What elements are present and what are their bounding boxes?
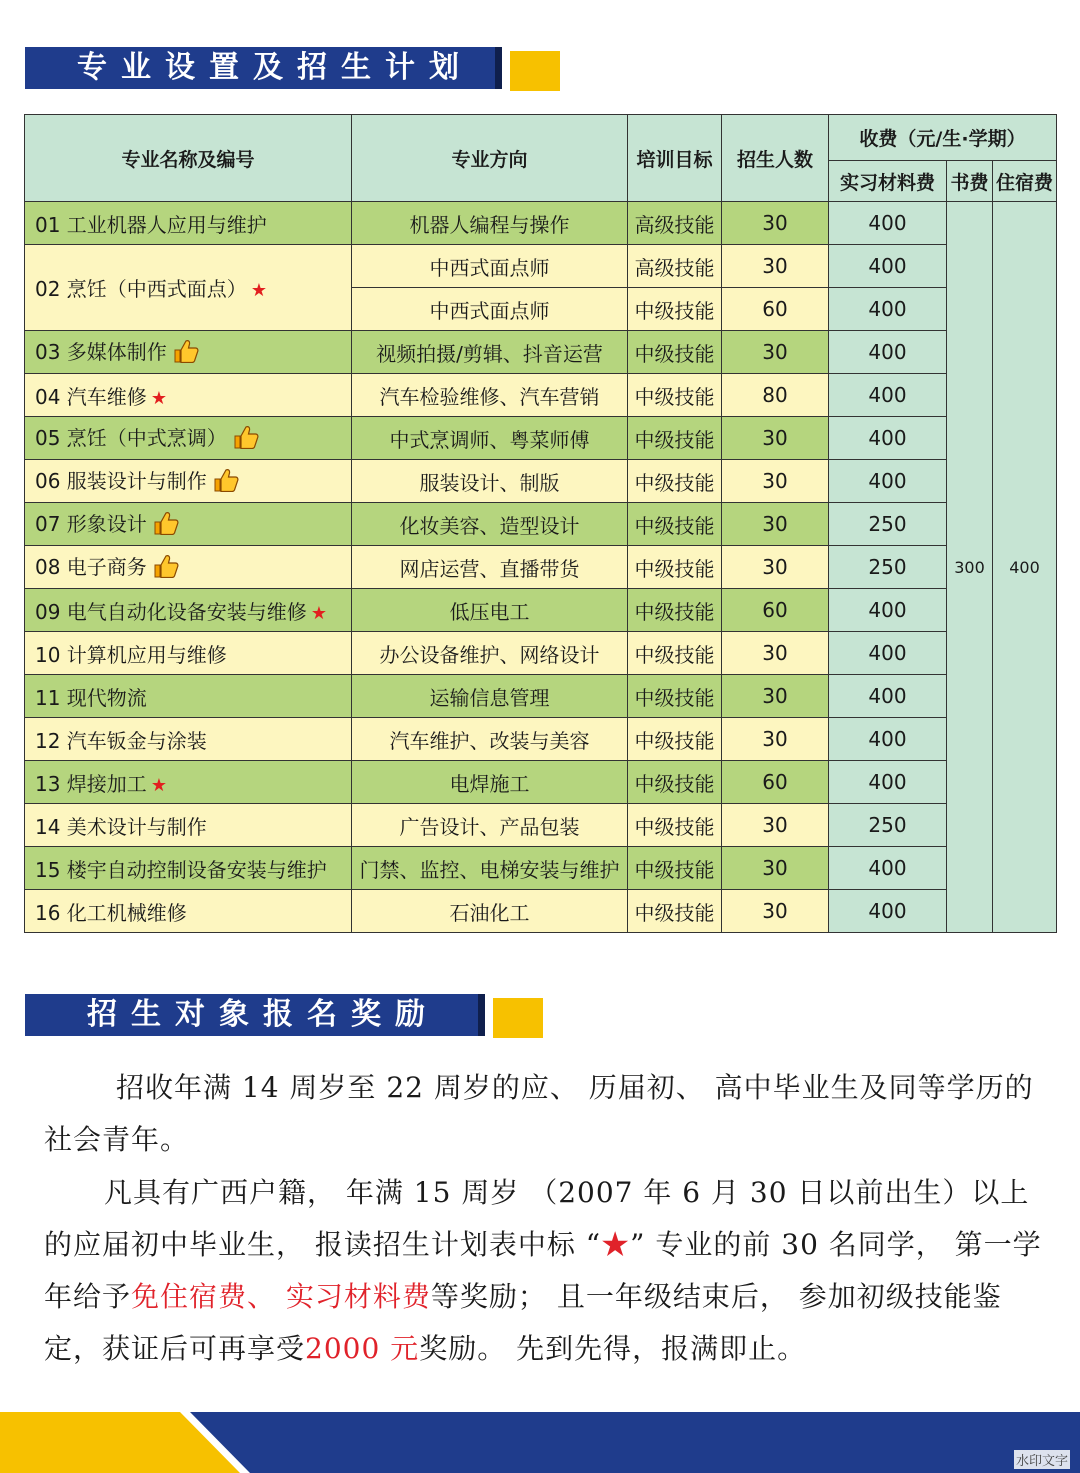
header-material-fee: 实习材料费	[829, 161, 947, 202]
training-goal-cell: 中级技能	[628, 847, 722, 890]
major-name-cell	[25, 675, 352, 718]
table-row	[25, 675, 1057, 718]
major-name: 02 烹饪（中西式面点）	[35, 277, 247, 301]
section-title-plan: 专业设置及招生计划	[25, 47, 495, 89]
star-icon: ★	[150, 387, 167, 409]
major-name: 08 电子商务	[35, 555, 147, 579]
material-fee-cell: 400	[829, 847, 947, 890]
major-name-cell	[25, 761, 352, 804]
direction-cell: 化妆美容、造型设计	[352, 503, 628, 546]
major-name: 16 化工机械维修	[35, 900, 187, 925]
direction-cell: 中西式面点师	[352, 245, 628, 288]
reward-text-b: ” 专业的前 30 名同学， 第一学年给予	[44, 1228, 1042, 1313]
major-name: 13 焊接加工	[35, 771, 147, 796]
reward-text-a: 凡具有广西户籍， 年满 15 周岁 （2007 年 6 月 30 日以前出生）以上的应届初中毕业生， 报读招生计划表中标 “	[44, 1176, 1030, 1261]
direction-cell: 中式烹调师、粤菜师傅	[352, 417, 628, 460]
training-goal-cell: 中级技能	[628, 417, 722, 460]
material-fee-cell: 400	[829, 331, 947, 374]
enrollment-cell: 30	[722, 804, 829, 847]
header-training-goal: 培训目标	[628, 115, 722, 202]
major-name: 06 服装设计与制作	[35, 469, 207, 493]
enrollment-cell: 30	[722, 847, 829, 890]
reward-paragraph	[44, 1167, 1044, 1375]
major-name-cell	[25, 202, 352, 245]
thumbs-up-icon	[153, 511, 179, 540]
direction-cell: 机器人编程与操作	[352, 202, 628, 245]
material-fee-cell: 250	[829, 804, 947, 847]
table-row	[25, 331, 1057, 374]
eligibility-paragraph	[44, 1062, 1044, 1166]
training-goal-cell: 中级技能	[628, 374, 722, 417]
major-name-cell	[25, 460, 352, 503]
major-name: 12 汽车钣金与涂装	[35, 728, 207, 753]
major-name-cell	[25, 589, 352, 632]
material-fee-cell: 400	[829, 374, 947, 417]
watermark: 水印文字	[1014, 1450, 1070, 1469]
training-goal-cell: 中级技能	[628, 460, 722, 503]
material-fee-cell: 400	[829, 718, 947, 761]
major-name: 03 多媒体制作	[35, 340, 167, 364]
training-goal-cell: 中级技能	[628, 761, 722, 804]
footer-decoration	[0, 1412, 1080, 1473]
enrollment-cell: 30	[722, 460, 829, 503]
direction-cell: 服装设计、制版	[352, 460, 628, 503]
major-name: 15 楼宇自动控制设备安装与维护	[35, 857, 327, 882]
table-row	[25, 202, 1057, 245]
table-row	[25, 804, 1057, 847]
enrollment-cell: 30	[722, 245, 829, 288]
training-goal-cell: 高级技能	[628, 245, 722, 288]
enrollment-cell: 60	[722, 589, 829, 632]
table-row	[25, 503, 1057, 546]
major-name-cell	[25, 331, 352, 374]
enrollment-cell: 30	[722, 546, 829, 589]
table-row	[25, 589, 1057, 632]
training-goal-cell: 高级技能	[628, 202, 722, 245]
material-fee-cell: 400	[829, 202, 947, 245]
star-icon: ★	[250, 280, 267, 301]
material-fee-cell: 400	[829, 460, 947, 503]
enrollment-cell: 30	[722, 417, 829, 460]
material-fee-cell: 400	[829, 632, 947, 675]
table-row	[25, 245, 1057, 288]
training-goal-cell: 中级技能	[628, 890, 722, 933]
header-accent-block	[493, 998, 543, 1038]
table-row	[25, 632, 1057, 675]
table-row	[25, 546, 1057, 589]
header-enrollment: 招生人数	[722, 115, 829, 202]
header-major-name: 专业名称及编号	[25, 115, 352, 202]
major-name: 11 现代物流	[35, 685, 147, 710]
material-fee-cell: 400	[829, 589, 947, 632]
training-goal-cell: 中级技能	[628, 288, 722, 331]
training-goal-cell: 中级技能	[628, 718, 722, 761]
reward-text-c: 等奖励； 且一年级结束后， 参加初级技能鉴定，获证后可再享受	[44, 1280, 1002, 1365]
training-goal-cell: 中级技能	[628, 804, 722, 847]
enrollment-cell: 30	[722, 632, 829, 675]
material-fee-cell: 400	[829, 761, 947, 804]
enrollment-cell: 30	[722, 202, 829, 245]
material-fee-cell: 400	[829, 288, 947, 331]
material-fee-cell: 400	[829, 245, 947, 288]
table-row	[25, 417, 1057, 460]
major-name: 07 形象设计	[35, 512, 147, 536]
material-fee-cell: 250	[829, 546, 947, 589]
material-fee-cell: 400	[829, 890, 947, 933]
direction-cell: 视频拍摄/剪辑、抖音运营	[352, 331, 628, 374]
table-row	[25, 374, 1057, 417]
table-row	[25, 460, 1057, 503]
major-name: 04 汽车维修	[35, 384, 147, 409]
reward-highlight-amount: 2000 元	[305, 1332, 420, 1365]
reward-highlight-fees: 免住宿费、 实习材料费	[131, 1280, 431, 1313]
training-goal-cell: 中级技能	[628, 503, 722, 546]
direction-cell: 低压电工	[352, 589, 628, 632]
training-goal-cell: 中级技能	[628, 331, 722, 374]
major-name-cell	[25, 632, 352, 675]
header-direction: 专业方向	[352, 115, 628, 202]
table-row	[25, 847, 1057, 890]
book-fee-cell: 300	[947, 202, 993, 933]
major-name: 14 美术设计与制作	[35, 814, 207, 839]
major-name-cell	[25, 417, 352, 460]
thumbs-up-icon	[213, 468, 239, 497]
training-goal-cell: 中级技能	[628, 632, 722, 675]
header-accent-block	[510, 51, 560, 91]
footer-stripe	[0, 1412, 1080, 1473]
major-name-cell	[25, 718, 352, 761]
enrollment-cell: 60	[722, 288, 829, 331]
direction-cell: 中西式面点师	[352, 288, 628, 331]
material-fee-cell: 400	[829, 417, 947, 460]
major-name-cell	[25, 245, 352, 331]
header-dorm-fee: 住宿费	[993, 161, 1057, 202]
enrollment-cell: 30	[722, 503, 829, 546]
major-name-cell	[25, 890, 352, 933]
direction-cell: 办公设备维护、网络设计	[352, 632, 628, 675]
major-name-cell	[25, 804, 352, 847]
thumbs-up-icon	[173, 339, 199, 368]
enrollment-cell: 30	[722, 890, 829, 933]
enrollment-cell: 30	[722, 331, 829, 374]
direction-cell: 汽车检验维修、汽车营销	[352, 374, 628, 417]
training-goal-cell: 中级技能	[628, 675, 722, 718]
table-row	[25, 761, 1057, 804]
star-mark: ★	[601, 1228, 631, 1261]
enrollment-cell: 60	[722, 761, 829, 804]
enrollment-cell: 30	[722, 718, 829, 761]
enrollment-plan-table	[24, 114, 1057, 933]
eligibility-text: 招收年满 14 周岁至 22 周岁的应、 历届初、 高中毕业生及同等学历的社会青年。	[44, 1071, 1034, 1156]
star-icon: ★	[310, 602, 327, 624]
material-fee-cell: 250	[829, 503, 947, 546]
table-row	[25, 718, 1057, 761]
reward-text-d: 奖励。 先到先得，报满即止。	[419, 1332, 807, 1365]
thumbs-up-icon	[153, 554, 179, 583]
section-title-reward: 招生对象报名奖励	[25, 994, 478, 1036]
direction-cell: 广告设计、产品包装	[352, 804, 628, 847]
major-name-cell	[25, 503, 352, 546]
major-name: 10 计算机应用与维修	[35, 642, 227, 667]
direction-cell: 汽车维护、改装与美容	[352, 718, 628, 761]
header-fees: 收费（元/生·学期）	[829, 115, 1057, 161]
major-name: 09 电气自动化设备安装与维修	[35, 599, 307, 624]
material-fee-cell: 400	[829, 675, 947, 718]
direction-cell: 网店运营、直播带货	[352, 546, 628, 589]
direction-cell: 运输信息管理	[352, 675, 628, 718]
direction-cell: 电焊施工	[352, 761, 628, 804]
star-icon: ★	[150, 774, 167, 796]
direction-cell: 门禁、监控、电梯安装与维护	[352, 847, 628, 890]
table-row	[25, 890, 1057, 933]
major-name-cell	[25, 374, 352, 417]
major-name: 05 烹饪（中式烹调）	[35, 426, 227, 450]
thumbs-up-icon	[233, 425, 259, 454]
major-name-cell	[25, 847, 352, 890]
major-name: 01 工业机器人应用与维护	[35, 212, 267, 237]
direction-cell: 石油化工	[352, 890, 628, 933]
enrollment-cell: 30	[722, 675, 829, 718]
header-book-fee: 书费	[947, 161, 993, 202]
training-goal-cell: 中级技能	[628, 546, 722, 589]
dorm-fee-cell: 400	[993, 202, 1057, 933]
enrollment-cell: 80	[722, 374, 829, 417]
major-name-cell	[25, 546, 352, 589]
training-goal-cell: 中级技能	[628, 589, 722, 632]
